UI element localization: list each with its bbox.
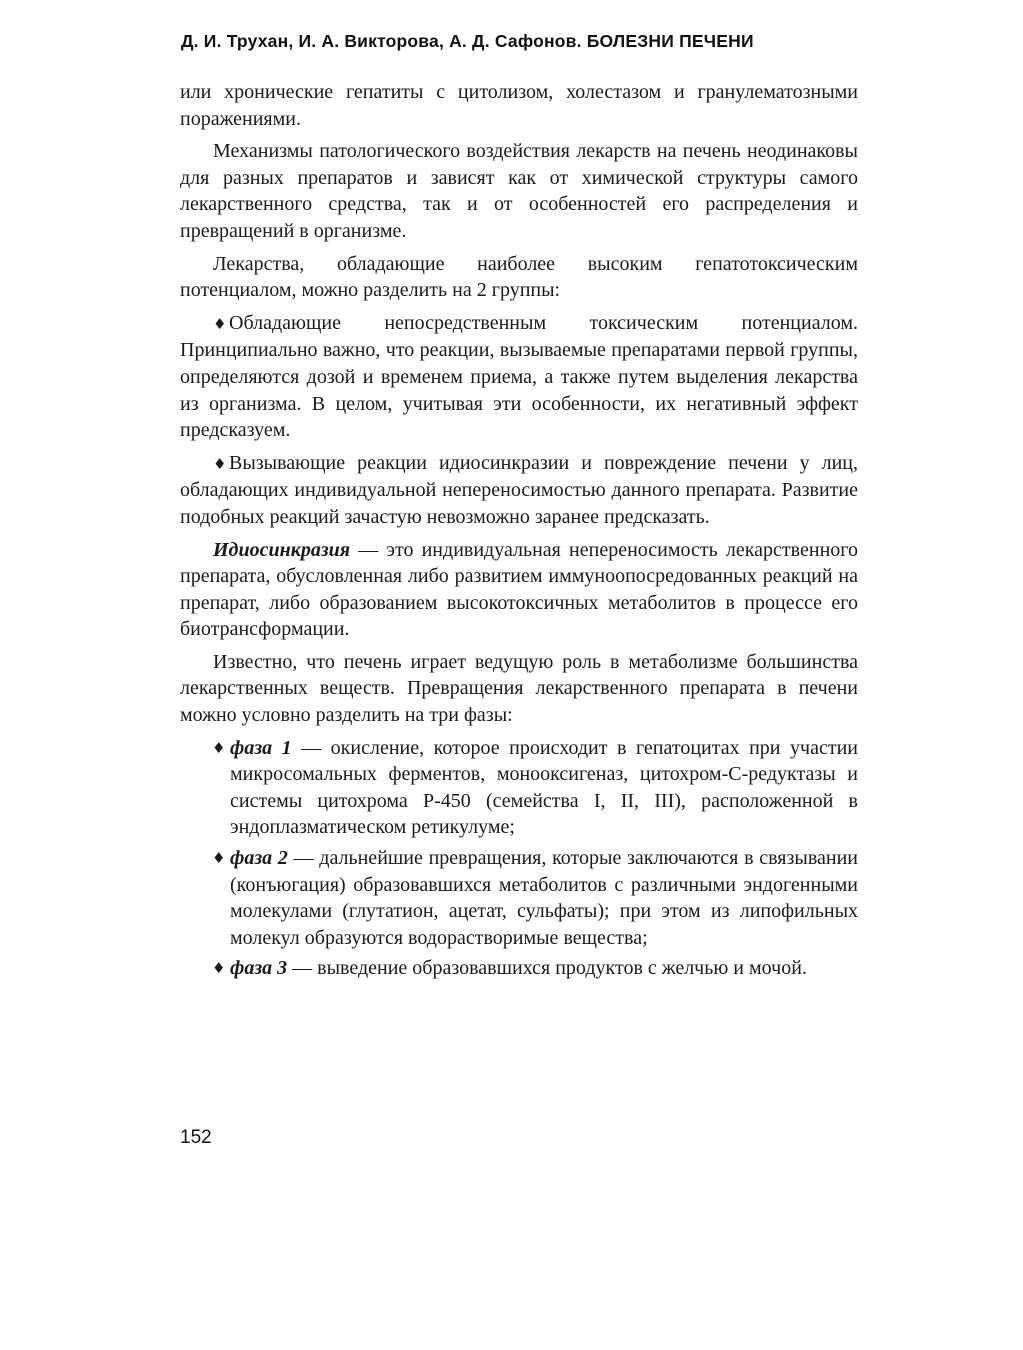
paragraph-mechanisms: Механизмы патологического воздействия лекарств на печень неодинаковы для разных препаратов и зависят как от химической структуры самого лекарственного средства, так и от особенностей его распределения и превращений в организме.: [180, 140, 858, 242]
phase-text: — окисление, которое происходит в гепатоцитах при участии микросомальных ферментов, монооксигеназ, цитохром-С-редуктазы и системы цитохрома Р-450 (семейства I, II, III), расположенной в эндоплазматическом ретикулуме;: [230, 736, 858, 839]
paragraph-continuation: или хронические гепатиты с цитолизом, холестазом и гранулематозными поражениями.: [180, 81, 858, 130]
group-bullet-direct-toxic: [180, 310, 858, 444]
paragraph-groups-intro: Лекарства, обладающие наиболее высоким гепатотоксическим потенциалом, можно разделить на 2 группы:: [180, 252, 858, 302]
diamond-bullet-icon: ♦: [213, 454, 227, 473]
page-number: 152: [180, 1127, 212, 1148]
phase-text: — дальнейшие превращения, которые заключаются в связывании (конъюгация) образовавшихся метаболитов с различными эндогенными молекулами (глутатион, ацетат, сульфаты); при этом из липофильных молекул образуются водорастворимые вещества;: [230, 847, 858, 949]
phase-list: [180, 735, 858, 982]
definition-text: — это индивидуальная непереносимость лекарственного препарата, обусловленная либо развитием иммуноопосредованных реакций на препарат, либо образованием высокотоксичных метаболитов в процессе его биотрансформации.: [180, 538, 858, 641]
phase-term: фаза 1: [230, 736, 292, 759]
phase-term: фаза 2: [230, 847, 288, 870]
defined-term: Идиосинкразия: [213, 538, 351, 561]
diamond-bullet-icon: ♦: [212, 738, 226, 757]
group-bullet-idiosyncrasy: [180, 450, 858, 531]
phase-item: [180, 955, 858, 982]
diamond-bullet-icon: ♦: [213, 314, 227, 333]
phase-item: [180, 845, 858, 951]
phase-text: — выведение образовавшихся продуктов с желчью и мочой.: [287, 957, 807, 980]
phase-term: фаза 3: [230, 957, 288, 980]
paragraph-metabolism: Известно, что печень играет ведущую роль в метаболизме большинства лекарственных веществ. Превращения лекарственного препарата в печени можно условно разделить на три фазы:: [180, 650, 858, 727]
group-bullet-text: Вызывающие реакции идиосинкразии и повреждение печени у лиц, обладающих индивидуальной непереносимостью данного препарата. Развитие подобных реакций зачастую невозможно заранее предсказать.: [180, 451, 858, 528]
diamond-bullet-icon: ♦: [212, 959, 226, 978]
group-bullet-text: Обладающие непосредственным токсическим потенциалом. Принципиально важно, что реакции, вызываемые препаратами первой группы, определяются дозой и временем приема, а также путем выделения лекарства из организма. В целом, учитывая эти особенности, их негативный эффект предсказуем.: [180, 311, 858, 442]
paragraph-idiosyncrasy-definition: [180, 537, 858, 643]
phase-item: [180, 735, 858, 841]
diamond-bullet-icon: ♦: [212, 849, 226, 868]
running-header: Д. И. Трухан, И. А. Викторова, А. Д. Сафонов. БОЛЕЗНИ ПЕЧЕНИ: [181, 31, 754, 51]
page-body: [180, 79, 858, 986]
